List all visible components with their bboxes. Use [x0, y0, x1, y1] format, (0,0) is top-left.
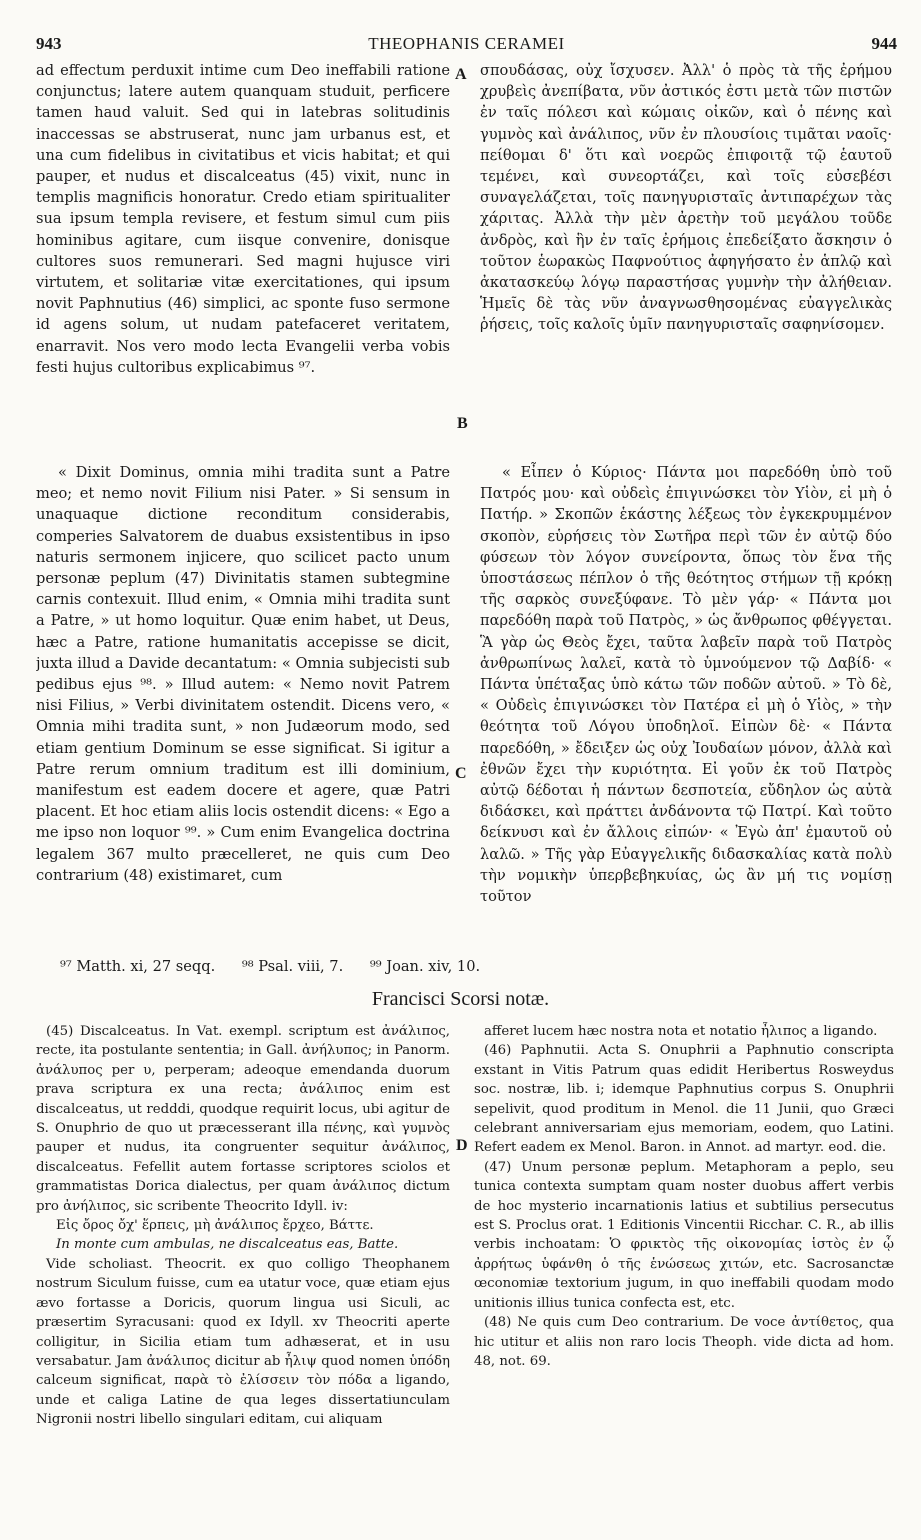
note-paragraph: (45) Discalceatus. In Vat. exempl. scriptum est ἀνάλιπος, recte, ita postulante sententia; in Gall. ἀνήλυπος; in Panorm. ἀνάλυπος per υ, perperam; adeoque emendanda duorum prava scriptura ex una recta; ἀνάλιπος enim est discalceatus, ut redddi, quodque requirit locus, ubi agitur de S. Onuphrio de quo ut præcesserant illa πένης, καὶ γυμνὸς pauper et nudus, ita congruenter sequitur ἀνάλιπος, discalceatus. Fefellit autem fortasse scriptores sciolos et grammatistas Dorica dialectus, per quam ἀνάλιπος dictum pro ἀνήλιπος, sic scribente Theocrito Idyll. iv: [36, 1024, 450, 1214]
note-paragraph: (48) Ne quis cum Deo contrarium. De voce ἀντίθετος, qua hic utitur et aliis non raro locis Theoph. vide dicta ad hom. 48, not. 69. [474, 1315, 894, 1369]
note-verse-latin: In monte cum ambulas, ne discalceatus eas, Batte. [56, 1237, 399, 1253]
note-paragraph: afferet lucem hæc nostra nota et notatio ἦλιπος a ligando. [484, 1024, 878, 1039]
notes-column-right [474, 1022, 894, 1522]
note-verse-greek: Εἰς ὄρος ὄχ' ἕρπεις, μὴ ἀνάλιπος ἔρχεο, Βάττε. [56, 1218, 374, 1234]
note-paragraph: (46) Paphnutii. Acta S. Onuphrii a Paphnutio conscripta exstant in Vitis Patrum quas edidit Heribertus Rosweydus soc. nostræ, lib. i; idemque Paphnutius corpus S. Onuphrii sepelivit, quod proditum in Menol. die 11 Junii, quo Græci celebrant anniversariam ejus memoriam, eodem, quo Latini. Refert eadem ex Menol. Baron. in Annot. ad martyr. eod. die. [474, 1043, 894, 1156]
running-head [36, 34, 897, 58]
page-title: THEOPHANIS CERAMEI [368, 34, 565, 53]
notes-heading: Francisci Scorsi notæ. [371, 988, 550, 1010]
reference-item: ⁹⁹ Joan. xiv, 10. [369, 958, 481, 975]
notes-column-left [36, 1022, 450, 1522]
greek-column-bottom [480, 462, 892, 932]
page-number-right: 944 [871, 34, 897, 53]
greek-paragraph: σπουδάσας, οὐχ ἴσχυσεν. Ἀλλ' ὁ πρὸς τὰ τῆς ἐρήμου χρυβεὶς ἀνεπίβατα, νῦν ἀστικός ἐστι μετὰ τῶν πιστῶν ἐν ταῖς πόλεσι καὶ κώμαις οἰκῶν, καὶ ὁ πένης καὶ γυμνὸς καὶ ἀνάλιπος, νῦν ἐν πλουσίοις τιμᾶται ναοῖς· πείθομαι δ' ὅτι καὶ νοερῶς ἐπιφοιτᾷ τῷ ἑαυτοῦ τεμένει, καὶ συνεορτάζει, καὶ τοῖς εὐσεβέσι συναγελάζεται, τοῖς πανηγυρισταῖς ἀντιπαρέχων τὰς χάριτας. Ἀλλὰ τὴν μὲν ἀρετὴν τοῦ μεγάλου τοῦδε ἀνδρὸς, καὶ ἣν ἐν ταῖς ἐρήμοις ἐπεδείξατο ἄσκησιν ὁ τοῦτον ἑωρακὼς Παφνούτιος ἀφηγήσατο ἐν ἁπλῷ καὶ ἀκατασκεύῳ λόγῳ παραστήσας γυμνὴν τὴν ἀλήθειαν. Ἡμεῖς δὲ τὰς νῦν ἀναγνωσθησομένας εὐαγγελικὰς ῥήσεις, τοῖς καλοῖς ὑμῖν πανηγυρισταῖς σαφηνίσομεν. [480, 62, 892, 334]
section-marker-c: C [455, 765, 467, 782]
section-marker-a: A [455, 66, 467, 83]
reference-item: ⁹⁷ Matth. xi, 27 seqq. [60, 958, 216, 975]
section-marker-b: B [457, 415, 468, 432]
note-paragraph: (47) Unum personæ peplum. Metaphoram a peplo, seu tunica contexta sumptam quam noster duobus affert verbis de hoc mysterio incarnationis latius et subtilius persecutus est S. Proclus orat. 1 Editionis Vincentii Ricchar. C. R., ab illis verbis inchoatam: Ὁ φρικτὸς τῆς οἰκονομίας ἱστὸς ἐν ᾧ ἀρρήτως ὑφάνθη ὁ τῆς ἑνώσεως χιτών, etc. Sacrosanctæ œconomiæ textorium jugum, in quo ineffabili quodam modo unitionis illius tunica confecta est, etc. [474, 1159, 894, 1311]
greek-paragraph: « Εἶπεν ὁ Κύριος· Πάντα μοι παρεδόθη ὑπὸ τοῦ Πατρός μου· καὶ οὐδεὶς ἐπιγινώσκει τὸν Υἱὸν, εἰ μὴ ὁ Πατήρ. » Σκοπῶν ἑκάστης λέξεως τὸν ἐγκεκρυμμένον σκοπὸν, εὑρήσεις τὸν Σωτῆρα περὶ τῶν ἐν αὐτῷ δύο φύσεων τὸν λόγον συνείροντα, ὅπως τὸν ἕνα τῆς ὑποστάσεως πέπλον ὁ τῆς θεότητος στήμων τῇ κρόκῃ τῆς σαρκὸς συνεξύφανε. Τὸ μὲν γάρ· « Πάντα μοι παρεδόθη παρὰ τοῦ Πατρὸς, » ὡς ἄνθρωπος φθέγγεται. Ἃ γὰρ ὡς Θεὸς ἔχει, ταῦτα λαβεῖν παρὰ τοῦ Πατρὸς ἀνθρωπίνως λαλεῖ, κατὰ τὸ ὑμνούμενον τῷ Δαβίδ· « Πάντα ὑπέταξας ὑπὸ κάτω τῶν ποδῶν αὐτοῦ. » Τὸ δὲ, « Οὐδεὶς ἐπιγινώσκει τὸν Πατέρα εἰ μὴ ὁ Υἱὸς, » τὴν θεότητα τοῦ Λόγου ὑποδηλοῖ. Εἰπὼν δὲ· « Πάντα παρεδόθη, » ἔδειξεν ὡς οὐχ Ἰουδαίων μόνον, ἀλλὰ καὶ ἐθνῶν ἔχει τὴν κυριότητα. Εἰ γοῦν ἐκ τοῦ Πατρὸς αὐτῷ δέδοται ἡ πάντων δεσποτεία, εὔδηλον ὡς αὐτὰ διδάσκει, καὶ πράττει ἀνδάνοντα τῷ Πατρί. Καὶ τοῦτο δείκνυσι καὶ ἐν ἄλλοις εἰπών· « Ἐγὼ ἀπ' ἐμαυτοῦ οὐ λαλῶ. » Τῆς γὰρ Εὐαγγελικῆς διδασκαλίας κατὰ πολὺ τὴν νομικὴν ὑπερβεβηκυίας, ὡς ἂν μή τις νομίσῃ τοῦτον [480, 464, 892, 906]
latin-column-top [36, 60, 450, 460]
reference-item: ⁹⁸ Psal. viii, 7. [241, 958, 344, 975]
latin-paragraph: « Dixit Dominus, omnia mihi tradita sunt a Patre meo; et nemo novit Filium nisi Pater. » Si sensum in unaquaque dictione reconditum considerabis, comperies Salvatorem de duabus exsistentibus in ipso naturis sermonem injicere, quo scilicet pacto unum personæ peplum (47) Divinitatis stamen subtegmine carnis contexuit. Illud enim, « Omnia mihi tradita sunt a Patre, » ut homo loquitur. Quæ enim habet, ut Deus, hæc a Patre, ratione humanitatis accepisse se dicit, juxta illud a Davide decantatum: « Omnia subjecisti sub pedibus ejus ⁹⁸. » Illud autem: « Nemo novit Patrem nisi Filius, » Verbi divinitatem ostendit. Dicens vero, « Omnia mihi tradita sunt, » non Judæorum modo, sed etiam gentium Dominum se esse significat. Si igitur a Patre rerum omnium traditum est illi dominium, manifestum est eadem docere et agere, quæ Patri placent. Et hoc etiam aliis locis ostendit dicens: « Ego a me ipso non loquor ⁹⁹. » Cum enim Evangelica doctrina legalem 367 multo præcelleret, ne quis cum Deo contrarium (48) existimaret, cum [36, 464, 450, 884]
latin-column-bottom [36, 462, 450, 902]
scripture-references [60, 958, 502, 975]
section-marker-d: D [456, 1137, 468, 1154]
latin-paragraph: ad effectum perduxit intime cum Deo ineffabili ratione conjunctus; latere autem quanquam studuit, perficere tamen haud valuit. Sed qui in latebras solitudinis inaccessas se abstruserat, nunc jam urbanus est, et una cum fidelibus in civitatibus et vicis habitat; et qui pauper, et nudus et discalceatus (45) vixit, nunc in templis magnificis honoratur. Credo etiam spiritualiter sua ipsum templa revisere, et festum simul cum piis hominibus agitare, cum iisque convenire, donisque cultores suos remunerari. Sed magni hujusce viri virtutem, et solitariæ vitæ exercitationes, qui ipsum novit Paphnutius (46) simplici, ac sponte fuso sermone id agens solum, ut nudam patefaceret veritatem, enarravit. Nos vero modo lecta Evangelii verba vobis festi hujus cultoribus explicabimus ⁹⁷. [36, 62, 450, 376]
note-paragraph: Vide scholiast. Theocrit. ex quo colligo Theophanem nostrum Siculum fuisse, cum ea utatur voce, quæ etiam ejus ævo fortasse a Doricis, quorum lingua usi Siculi, ac præsertim Syracusani: quod ex Idyll. xv Theocriti aperte colligitur, in Sicilia etiam tum adhæserat, et in usu versabatur. Jam ἀνάλιπος dicitur ab ἦλιψ quod nomen ὑπόδη calceum significat, παρὰ τὸ ἐλίσσειν τὸν πόδα a ligando, unde et caliga Latine de qua leges dissertatiunculam Nigronii nostri libello singulari editam, cui aliquam [36, 1256, 450, 1428]
page-number-left: 943 [36, 34, 62, 53]
greek-column-top [480, 60, 892, 394]
